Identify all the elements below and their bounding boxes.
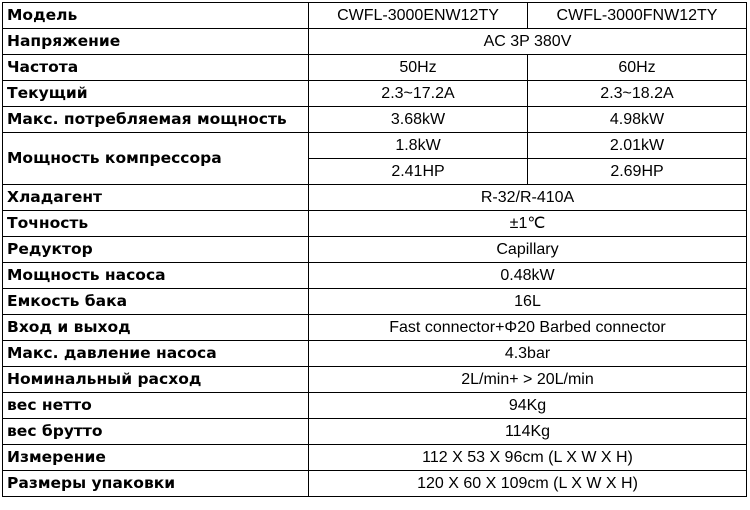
table-row-max-power bbox=[3, 107, 747, 133]
table-row-tank-capacity bbox=[3, 289, 747, 315]
row-label-frequency: Частота bbox=[3, 55, 309, 81]
row-label-package-size: Размеры упаковки bbox=[3, 471, 309, 497]
pump-power-value: 0.48kW bbox=[309, 263, 747, 289]
row-label-gross-weight: вес брутто bbox=[3, 419, 309, 445]
dimensions-value: 112 X 53 X 96cm (L X W X H) bbox=[309, 445, 747, 471]
spec-table bbox=[2, 2, 747, 497]
table-row-inlet-outlet bbox=[3, 315, 747, 341]
table-row-pump-power bbox=[3, 263, 747, 289]
row-label-max-pump-pressure: Макс. давление насоса bbox=[3, 341, 309, 367]
net-weight-value: 94Kg bbox=[309, 393, 747, 419]
current-a-value: 2.3~17.2A bbox=[309, 81, 528, 107]
tank-capacity-value: 16L bbox=[309, 289, 747, 315]
model-b-name: CWFL-3000FNW12TY bbox=[528, 3, 747, 29]
max-power-b-value: 4.98kW bbox=[528, 107, 747, 133]
table-row-precision bbox=[3, 211, 747, 237]
table-row-net-weight bbox=[3, 393, 747, 419]
compressor-power-b-hp: 2.69HP bbox=[528, 159, 747, 185]
refrigerant-value: R-32/R-410A bbox=[309, 185, 747, 211]
reducer-value: Capillary bbox=[309, 237, 747, 263]
row-label-rated-flow: Номинальный расход bbox=[3, 367, 309, 393]
row-label-current: Текущий bbox=[3, 81, 309, 107]
frequency-a-value: 50Hz bbox=[309, 55, 528, 81]
model-a-name: CWFL-3000ENW12TY bbox=[309, 3, 528, 29]
voltage-value: AC 3P 380V bbox=[309, 29, 747, 55]
row-label-max-power: Макс. потребляемая мощность bbox=[3, 107, 309, 133]
table-row-max-pump-pressure bbox=[3, 341, 747, 367]
inlet-outlet-value: Fast connector+Φ20 Barbed connector bbox=[309, 315, 747, 341]
gross-weight-value: 114Kg bbox=[309, 419, 747, 445]
rated-flow-value: 2L/min+ > 20L/min bbox=[309, 367, 747, 393]
table-row-voltage bbox=[3, 29, 747, 55]
table-row-model bbox=[3, 3, 747, 29]
table-row-rated-flow bbox=[3, 367, 747, 393]
row-label-precision: Точность bbox=[3, 211, 309, 237]
row-label-refrigerant: Хладагент bbox=[3, 185, 309, 211]
compressor-power-a-kw: 1.8kW bbox=[309, 133, 528, 159]
max-power-a-value: 3.68kW bbox=[309, 107, 528, 133]
table-row-package-size bbox=[3, 471, 747, 497]
row-label-voltage: Напряжение bbox=[3, 29, 309, 55]
table-row-current bbox=[3, 81, 747, 107]
compressor-power-a-hp: 2.41HP bbox=[309, 159, 528, 185]
row-label-pump-power: Мощность насоса bbox=[3, 263, 309, 289]
table-row-gross-weight bbox=[3, 419, 747, 445]
row-label-tank-capacity: Емкость бака bbox=[3, 289, 309, 315]
row-label-inlet-outlet: Вход и выход bbox=[3, 315, 309, 341]
table-row-reducer bbox=[3, 237, 747, 263]
table-row-frequency bbox=[3, 55, 747, 81]
frequency-b-value: 60Hz bbox=[528, 55, 747, 81]
row-label-dimensions: Измерение bbox=[3, 445, 309, 471]
table-row-dimensions bbox=[3, 445, 747, 471]
current-b-value: 2.3~18.2A bbox=[528, 81, 747, 107]
table-row-refrigerant bbox=[3, 185, 747, 211]
max-pump-pressure-value: 4.3bar bbox=[309, 341, 747, 367]
compressor-power-b-kw: 2.01kW bbox=[528, 133, 747, 159]
package-size-value: 120 X 60 X 109cm (L X W X H) bbox=[309, 471, 747, 497]
table-row-compressor-power bbox=[3, 133, 747, 159]
row-label-reducer: Редуктор bbox=[3, 237, 309, 263]
row-label-net-weight: вес нетто bbox=[3, 393, 309, 419]
row-label-compressor-power: Мощность компрессора bbox=[3, 133, 309, 185]
row-label-model: Модель bbox=[3, 3, 309, 29]
precision-value: ±1℃ bbox=[309, 211, 747, 237]
